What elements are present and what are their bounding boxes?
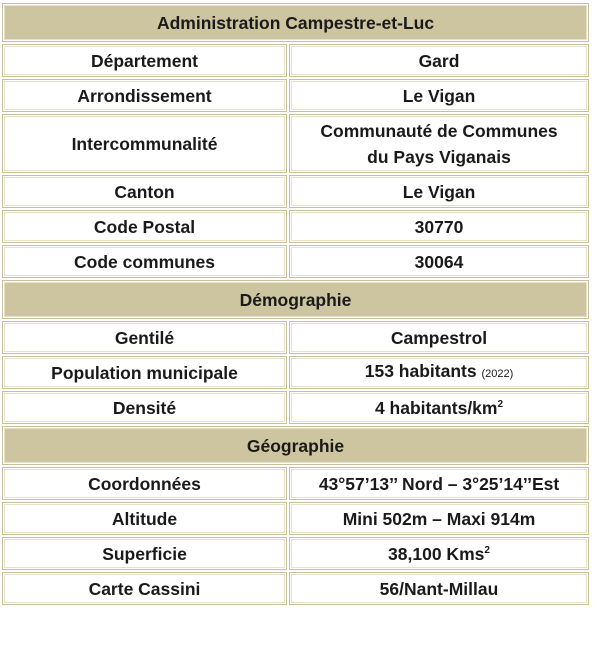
table-row xyxy=(2,391,589,424)
row-label-population: Population municipale xyxy=(2,356,287,389)
table-row xyxy=(2,321,589,354)
row-value-coordonnees: 43°57’13’’ Nord – 3°25’14’’Est xyxy=(289,467,589,500)
population-count: 153 habitants xyxy=(364,361,477,381)
densite-exponent: 2 xyxy=(497,398,504,410)
row-value-population xyxy=(289,356,589,389)
table-row xyxy=(2,572,589,605)
row-value-altitude: Mini 502m – Maxi 914m xyxy=(289,502,589,535)
table-row xyxy=(2,245,589,278)
row-label-departement: Département xyxy=(2,44,287,77)
table-row xyxy=(2,114,589,173)
section-title-geographie: Géographie xyxy=(2,426,589,465)
table-row xyxy=(2,356,589,389)
row-value-canton: Le Vigan xyxy=(289,175,589,208)
table-row xyxy=(2,210,589,243)
row-label-coordonnees: Coordonnées xyxy=(2,467,287,500)
row-label-arrondissement: Arrondissement xyxy=(2,79,287,112)
row-value-superficie xyxy=(289,537,589,570)
row-label-altitude: Altitude xyxy=(2,502,287,535)
table-row xyxy=(2,44,589,77)
superficie-value: 38,100 Kms xyxy=(388,543,485,564)
row-label-code-communes: Code communes xyxy=(2,245,287,278)
table-row xyxy=(2,502,589,535)
row-label-code-postal: Code Postal xyxy=(2,210,287,243)
section-title-demographie: Démographie xyxy=(2,280,589,319)
table-row xyxy=(2,467,589,500)
row-label-superficie: Superficie xyxy=(2,537,287,570)
table-row xyxy=(2,79,589,112)
row-label-carte-cassini: Carte Cassini xyxy=(2,572,287,605)
section-header-row xyxy=(2,280,589,319)
row-value-code-postal: 30770 xyxy=(289,210,589,243)
densite-value: 4 habitants/km xyxy=(374,397,498,418)
intercommunalite-line2: du Pays Viganais xyxy=(367,146,511,167)
superficie-exponent: 2 xyxy=(484,544,490,556)
section-header-row xyxy=(2,426,589,465)
commune-info-table xyxy=(0,1,591,607)
row-value-intercommunalite xyxy=(289,114,589,173)
row-label-gentile: Gentilé xyxy=(2,321,287,354)
table-row xyxy=(2,175,589,208)
population-year: (2022) xyxy=(481,368,514,380)
row-label-canton: Canton xyxy=(2,175,287,208)
row-value-gentile: Campestrol xyxy=(289,321,589,354)
row-value-carte-cassini: 56/Nant-Millau xyxy=(289,572,589,605)
section-title-administration: Administration Campestre-et-Luc xyxy=(2,3,589,42)
section-header-row xyxy=(2,3,589,42)
row-value-departement: Gard xyxy=(289,44,589,77)
row-value-code-communes: 30064 xyxy=(289,245,589,278)
row-value-arrondissement: Le Vigan xyxy=(289,79,589,112)
table-row xyxy=(2,537,589,570)
row-label-densite: Densité xyxy=(2,391,287,424)
intercommunalite-line1: Communauté de Communes xyxy=(320,120,558,141)
row-label-intercommunalite: Intercommunalité xyxy=(2,114,287,173)
row-value-densite xyxy=(289,391,589,424)
